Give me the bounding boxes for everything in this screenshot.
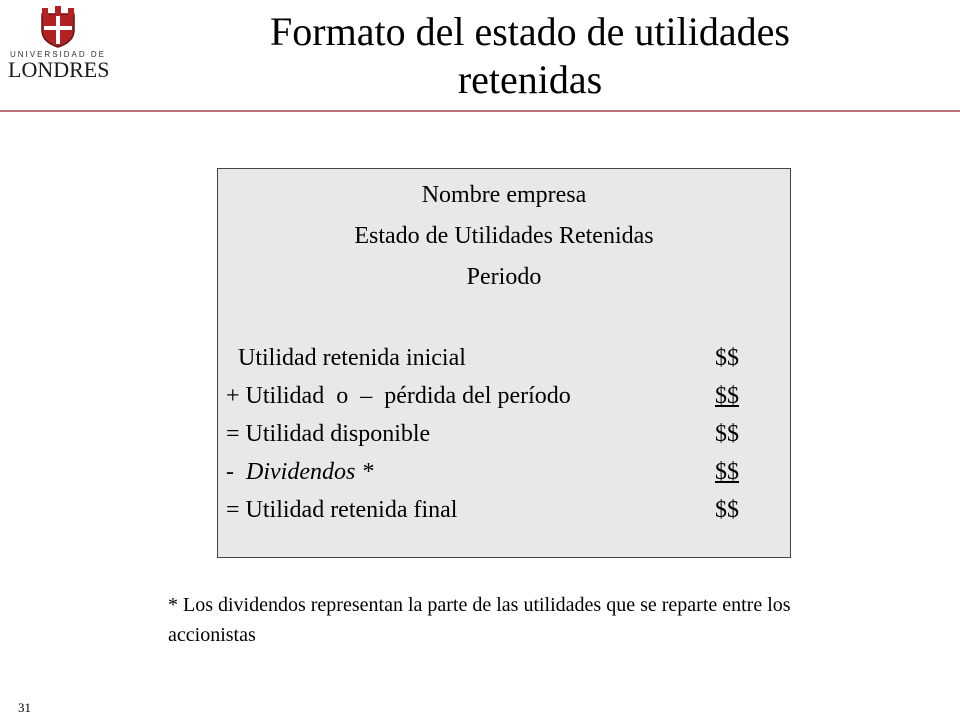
row-initial-retained [218, 339, 790, 377]
dividends-word: Dividendos * [246, 459, 374, 485]
row-amount: $$ [715, 497, 739, 523]
title-line1: Formato del estado de utilidades [270, 9, 790, 54]
page-number: 31 [18, 700, 31, 715]
title-divider [0, 110, 960, 112]
row-label: = Utilidad disponible [226, 421, 431, 447]
company-name: Nombre empresa [421, 182, 587, 208]
row-amount: $$ [715, 421, 739, 447]
row-label [226, 453, 373, 491]
row-final-retained [218, 491, 790, 529]
statement-title: Estado de Utilidades Retenidas [354, 223, 654, 249]
row-profit-loss [218, 377, 790, 415]
row-label: Utilidad retenida inicial [226, 345, 466, 371]
statement-header [218, 175, 790, 298]
statement-box [217, 168, 791, 558]
statement-period: Periodo [466, 264, 542, 290]
logo-line1: UNIVERSIDAD DE [9, 50, 106, 59]
crest-icon [38, 4, 78, 48]
row-available [218, 415, 790, 453]
logo-line2: LONDRES [8, 57, 110, 82]
footnote: * Los dividendos representan la parte de las utilidades que se reparte entre los accionistas [168, 594, 791, 646]
page-title [190, 8, 870, 104]
statement-rows [218, 339, 790, 529]
row-amount: $$ [715, 383, 739, 409]
university-logo [8, 4, 108, 100]
row-label: = Utilidad retenida final [226, 497, 458, 523]
row-amount: $$ [715, 345, 739, 371]
row-dividends [218, 453, 790, 491]
row-prefix: - [226, 459, 246, 485]
title-line2: retenidas [457, 57, 603, 102]
row-amount: $$ [715, 459, 739, 485]
row-label: + Utilidad o – pérdida del período [226, 383, 571, 409]
